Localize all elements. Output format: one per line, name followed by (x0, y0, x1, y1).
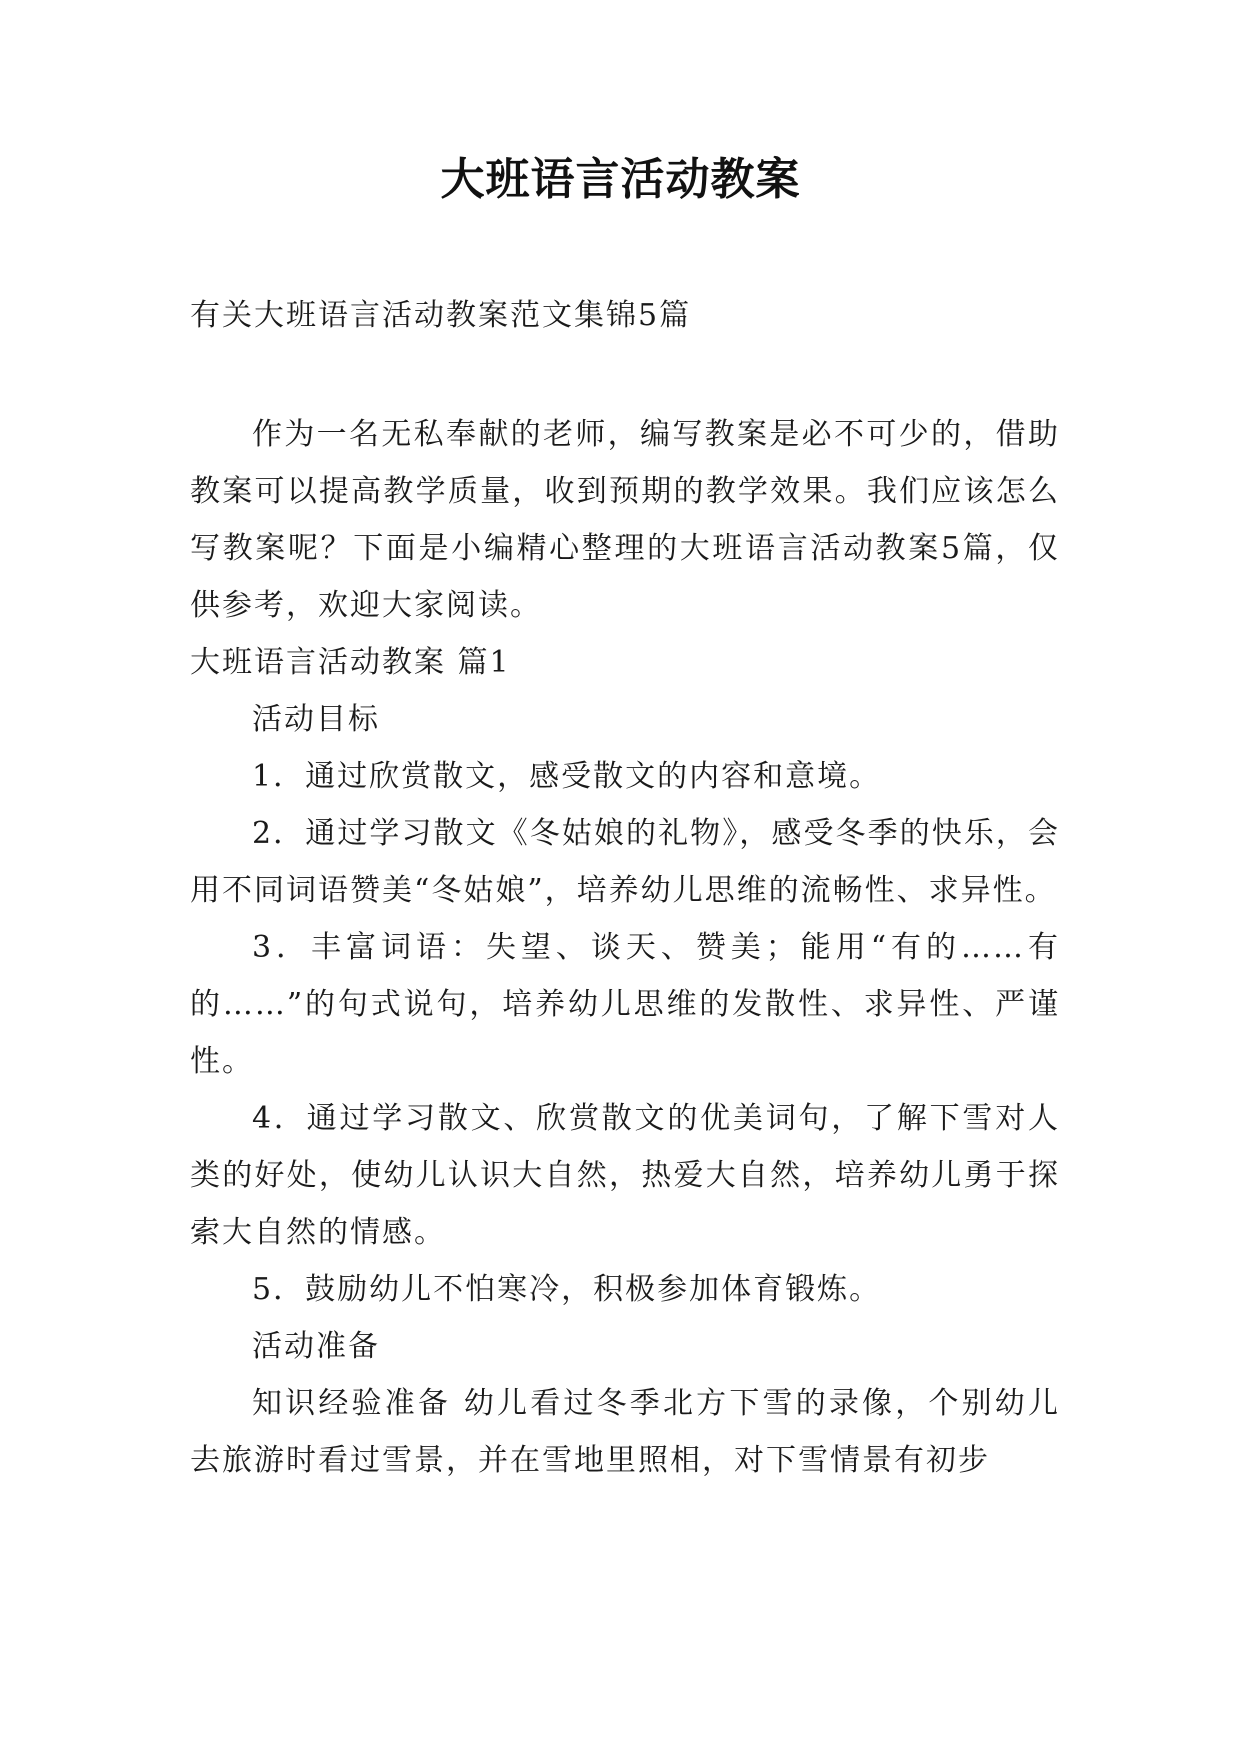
goal-item-3: 3．丰富词语：失望、谈天、赞美；能用“有的……有的……”的句式说句，培养幼儿思维的发散性、求异性、严谨性。 (190, 930, 1060, 1079)
document-subtitle: 有关大班语言活动教案范文集锦5篇 (190, 298, 692, 333)
goal-item-2: 2．通过学习散文《冬姑娘的礼物》，感受冬季的快乐，会用不同词语赞美“冬姑娘”，培养幼儿思维的流畅性、求异性。 (190, 816, 1060, 908)
document-body (190, 406, 1060, 1489)
section-heading: 大班语言活动教案 篇1 (190, 645, 511, 680)
subheading-activity-goals: 活动目标 (252, 702, 380, 737)
goal-item-5: 5．鼓励幼儿不怕寒冷，积极参加体育锻炼。 (252, 1272, 882, 1307)
goal-item-1: 1．通过欣赏散文，感受散文的内容和意境。 (252, 759, 882, 794)
subheading-activity-prep: 活动准备 (252, 1329, 380, 1364)
prep-paragraph: 知识经验准备 幼儿看过冬季北方下雪的录像，个别幼儿去旅游时看过雪景，并在雪地里照相，对下雪情景有初步 (190, 1386, 1060, 1478)
document-title: 大班语言活动教案 (440, 154, 801, 205)
intro-paragraph: 作为一名无私奉献的老师，编写教案是必不可少的，借助教案可以提高教学质量，收到预期的教学效果。我们应该怎么写教案呢？下面是小编精心整理的大班语言活动教案5篇，仅供参考，欢迎大家阅读。 (190, 417, 1060, 623)
goal-item-4: 4．通过学习散文、欣赏散文的优美词句，了解下雪对人类的好处，使幼儿认识大自然，热爱大自然，培养幼儿勇于探索大自然的情感。 (190, 1101, 1060, 1250)
